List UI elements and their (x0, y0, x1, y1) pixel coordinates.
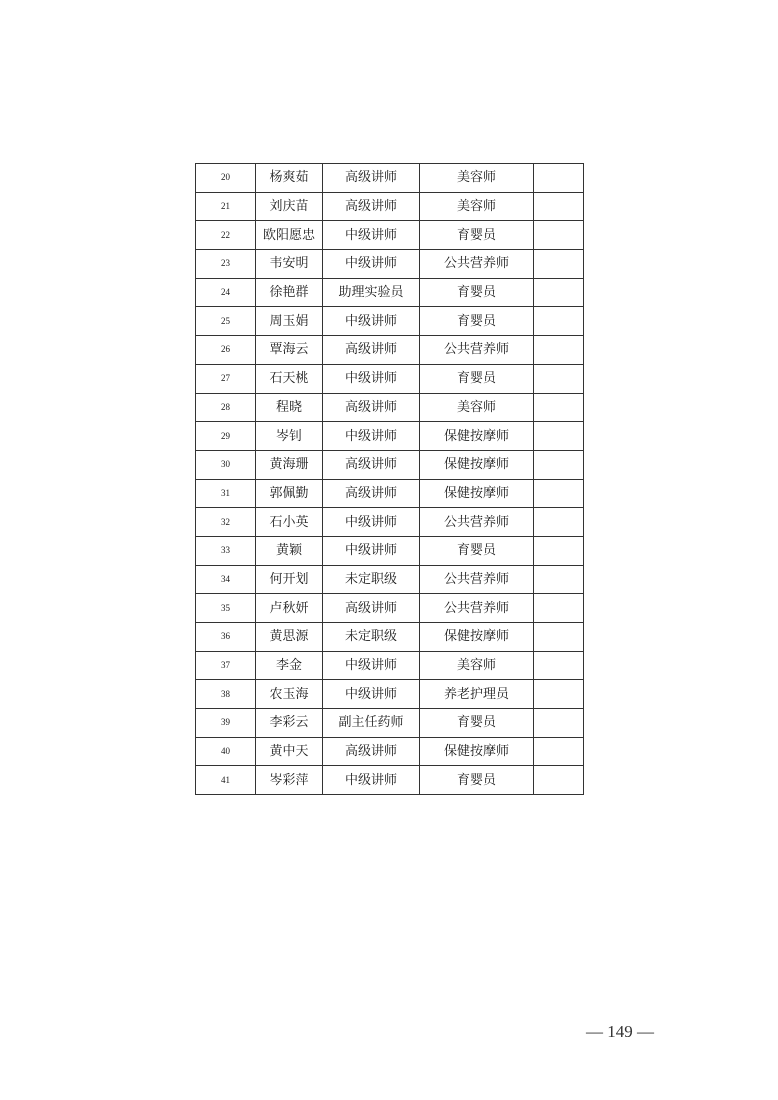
specialty-cell: 美容师 (420, 651, 534, 680)
row-number-cell: 31 (196, 479, 256, 508)
name-cell: 石天桃 (256, 364, 323, 393)
table-row (196, 709, 584, 738)
table-row (196, 766, 584, 795)
row-number-cell: 23 (196, 250, 256, 279)
specialty-cell: 保健按摩师 (420, 422, 534, 451)
title-cell: 中级讲师 (323, 651, 420, 680)
table-row (196, 680, 584, 709)
row-number-cell: 34 (196, 565, 256, 594)
table-row (196, 307, 584, 336)
row-number-cell: 26 (196, 336, 256, 365)
remark-cell (534, 250, 584, 279)
table-row (196, 536, 584, 565)
row-number-cell: 24 (196, 278, 256, 307)
remark-cell (534, 565, 584, 594)
row-number-cell: 29 (196, 422, 256, 451)
specialty-cell: 育婴员 (420, 307, 534, 336)
page-number: — 149 — (586, 1022, 654, 1041)
table-row (196, 450, 584, 479)
table-row (196, 221, 584, 250)
name-cell: 黄思源 (256, 623, 323, 652)
row-number-cell: 22 (196, 221, 256, 250)
title-cell: 中级讲师 (323, 364, 420, 393)
remark-cell (534, 192, 584, 221)
remark-cell (534, 221, 584, 250)
specialty-cell: 育婴员 (420, 709, 534, 738)
title-cell: 高级讲师 (323, 450, 420, 479)
remark-cell (534, 164, 584, 193)
specialty-cell: 保健按摩师 (420, 737, 534, 766)
title-cell: 中级讲师 (323, 680, 420, 709)
specialty-cell: 公共营养师 (420, 336, 534, 365)
specialty-cell: 育婴员 (420, 278, 534, 307)
specialty-cell: 保健按摩师 (420, 623, 534, 652)
specialty-cell: 美容师 (420, 164, 534, 193)
row-number-cell: 32 (196, 508, 256, 537)
name-cell: 郭佩勤 (256, 479, 323, 508)
remark-cell (534, 479, 584, 508)
row-number-cell: 27 (196, 364, 256, 393)
name-cell: 岑彩萍 (256, 766, 323, 795)
name-cell: 李彩云 (256, 709, 323, 738)
title-cell: 高级讲师 (323, 479, 420, 508)
title-cell: 高级讲师 (323, 336, 420, 365)
specialty-cell: 保健按摩师 (420, 479, 534, 508)
specialty-cell: 育婴员 (420, 364, 534, 393)
remark-cell (534, 680, 584, 709)
table-row (196, 623, 584, 652)
table-row (196, 651, 584, 680)
remark-cell (534, 450, 584, 479)
remark-cell (534, 651, 584, 680)
table-row (196, 278, 584, 307)
row-number-cell: 20 (196, 164, 256, 193)
remark-cell (534, 422, 584, 451)
title-cell: 副主任药师 (323, 709, 420, 738)
table-row (196, 364, 584, 393)
specialty-cell: 育婴员 (420, 221, 534, 250)
remark-cell (534, 307, 584, 336)
title-cell: 高级讲师 (323, 164, 420, 193)
remark-cell (534, 709, 584, 738)
table-row (196, 164, 584, 193)
name-cell: 欧阳愿忠 (256, 221, 323, 250)
table-row (196, 594, 584, 623)
remark-cell (534, 278, 584, 307)
title-cell: 助理实验员 (323, 278, 420, 307)
table-row (196, 565, 584, 594)
title-cell: 高级讲师 (323, 737, 420, 766)
specialty-cell: 保健按摩师 (420, 450, 534, 479)
name-cell: 卢秋妍 (256, 594, 323, 623)
row-number-cell: 28 (196, 393, 256, 422)
name-cell: 程晓 (256, 393, 323, 422)
table-row (196, 737, 584, 766)
title-cell: 中级讲师 (323, 508, 420, 537)
specialty-cell: 公共营养师 (420, 508, 534, 537)
table-row (196, 192, 584, 221)
instructor-table-body (196, 164, 584, 795)
remark-cell (534, 364, 584, 393)
name-cell: 黄中天 (256, 737, 323, 766)
name-cell: 黄海珊 (256, 450, 323, 479)
name-cell: 杨爽茹 (256, 164, 323, 193)
remark-cell (534, 508, 584, 537)
title-cell: 高级讲师 (323, 393, 420, 422)
table-row (196, 393, 584, 422)
row-number-cell: 41 (196, 766, 256, 795)
row-number-cell: 37 (196, 651, 256, 680)
name-cell: 李金 (256, 651, 323, 680)
remark-cell (534, 594, 584, 623)
specialty-cell: 公共营养师 (420, 250, 534, 279)
name-cell: 覃海云 (256, 336, 323, 365)
remark-cell (534, 536, 584, 565)
title-cell: 中级讲师 (323, 536, 420, 565)
remark-cell (534, 623, 584, 652)
row-number-cell: 21 (196, 192, 256, 221)
specialty-cell: 美容师 (420, 192, 534, 221)
title-cell: 中级讲师 (323, 221, 420, 250)
remark-cell (534, 393, 584, 422)
specialty-cell: 公共营养师 (420, 594, 534, 623)
instructor-table (195, 163, 584, 795)
title-cell: 中级讲师 (323, 250, 420, 279)
name-cell: 岑钊 (256, 422, 323, 451)
remark-cell (534, 737, 584, 766)
specialty-cell: 养老护理员 (420, 680, 534, 709)
table-row (196, 479, 584, 508)
table-row (196, 336, 584, 365)
row-number-cell: 36 (196, 623, 256, 652)
specialty-cell: 育婴员 (420, 536, 534, 565)
title-cell: 未定职级 (323, 565, 420, 594)
specialty-cell: 美容师 (420, 393, 534, 422)
title-cell: 未定职级 (323, 623, 420, 652)
name-cell: 周玉娟 (256, 307, 323, 336)
title-cell: 中级讲师 (323, 766, 420, 795)
specialty-cell: 育婴员 (420, 766, 534, 795)
remark-cell (534, 336, 584, 365)
name-cell: 黄颖 (256, 536, 323, 565)
row-number-cell: 40 (196, 737, 256, 766)
row-number-cell: 35 (196, 594, 256, 623)
table-row (196, 508, 584, 537)
name-cell: 刘庆苗 (256, 192, 323, 221)
row-number-cell: 33 (196, 536, 256, 565)
row-number-cell: 39 (196, 709, 256, 738)
row-number-cell: 38 (196, 680, 256, 709)
name-cell: 农玉海 (256, 680, 323, 709)
name-cell: 何开划 (256, 565, 323, 594)
name-cell: 韦安明 (256, 250, 323, 279)
title-cell: 高级讲师 (323, 594, 420, 623)
name-cell: 徐艳群 (256, 278, 323, 307)
title-cell: 高级讲师 (323, 192, 420, 221)
name-cell: 石小英 (256, 508, 323, 537)
title-cell: 中级讲师 (323, 422, 420, 451)
table-row (196, 250, 584, 279)
row-number-cell: 30 (196, 450, 256, 479)
table-row (196, 422, 584, 451)
remark-cell (534, 766, 584, 795)
title-cell: 中级讲师 (323, 307, 420, 336)
row-number-cell: 25 (196, 307, 256, 336)
specialty-cell: 公共营养师 (420, 565, 534, 594)
